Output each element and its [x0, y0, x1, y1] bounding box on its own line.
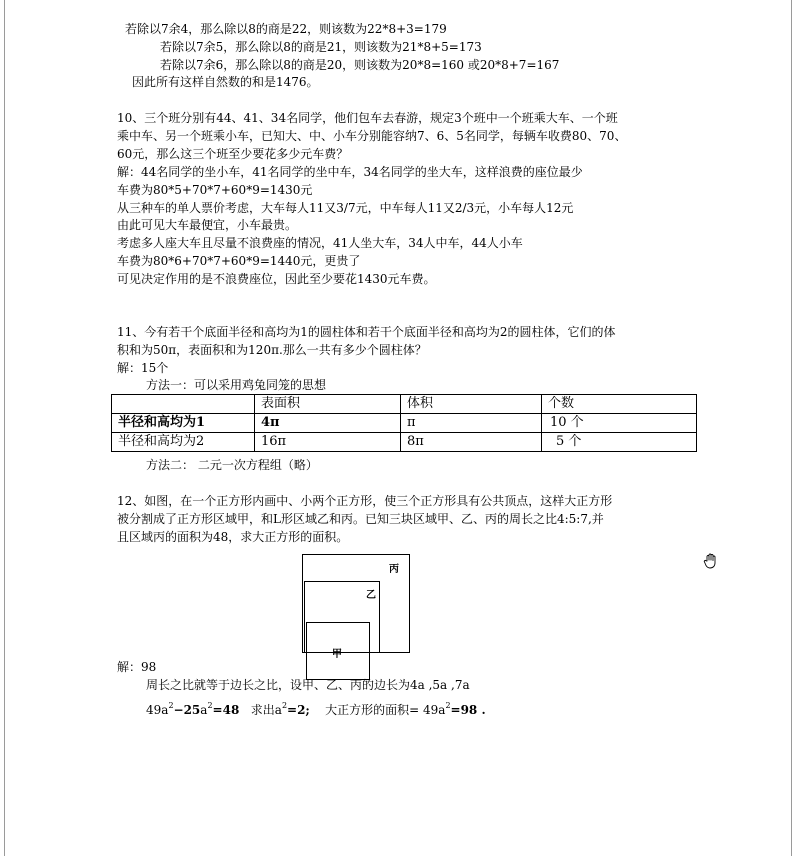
solution-10-line: 考虑多人座大车且尽量不浪费座的情况，41人坐大车，34人中车，44人小车	[117, 236, 523, 250]
table-cell: 半径和高均为1	[112, 414, 255, 433]
region-label-jia: 甲	[332, 649, 342, 660]
solution-10-line: 解：44名同学的坐小车，41名同学的坐中车，34名同学的坐大车，这样浪费的座位最少	[117, 165, 583, 179]
question-12-line: 且区域丙的面积为48，求大正方形的面积。	[117, 530, 349, 544]
question-10-line: 乘中车、另一个班乘小车，已知大、中、小车分别能容纳7、6、5名同学，每辆车收费80、70、	[117, 129, 627, 143]
table-row	[112, 433, 697, 452]
solution-12-line: 解：98	[117, 660, 157, 674]
solution-10-line: 车费为80*6+70*7+60*9=1440元，更贵了	[117, 254, 361, 268]
cylinder-table	[111, 394, 697, 452]
text-line: 若除以7余4，那么除以8的商是22，则该数为22*8+3=179	[125, 22, 447, 36]
table-cell: 10 个	[542, 414, 697, 433]
region-label-yi: 乙	[366, 590, 376, 601]
equation-line: $49a^2-25a^2=48$ 求出$a^2=2$; 大正方形的面积= $49a^2=98$ .	[146, 701, 486, 717]
hand-cursor-icon	[702, 552, 720, 570]
table-header-row	[112, 395, 697, 414]
solution-11-line: 解：15个	[117, 361, 169, 375]
table-cell: 表面积	[255, 395, 401, 414]
table-cell: 16π	[255, 433, 401, 452]
table-cell: 半径和高均为2	[112, 433, 255, 452]
question-10-line: 10、三个班分别有44、41、34名同学，他们包车去春游，规定3个班中一个班乘大车、一个班	[117, 111, 618, 125]
solution-12-line: 周长之比就等于边长之比，设甲、乙、丙的边长为4a ,5a ,7a	[146, 678, 470, 692]
text-line: 若除以7余6，那么除以8的商是20，则该数为20*8=160 或20*8+7=167	[160, 58, 560, 72]
region-label-bing: 丙	[389, 564, 399, 575]
solution-10-line: 可见决定作用的是不浪费座位，因此至少要花1430元车费。	[117, 272, 436, 286]
page-border-left	[4, 0, 5, 856]
middle-square	[304, 581, 380, 660]
table-cell	[112, 395, 255, 414]
question-11-line: 11、今有若干个底面半径和高均为1的圆柱体和若干个底面半径和高均为2的圆柱体，它们的体	[117, 325, 616, 339]
table-cell: 5 个	[542, 433, 697, 452]
question-11-line: 积和为50π，表面积和为120π.那么一共有多少个圆柱体？	[117, 343, 427, 357]
solution-10-line: 车费为80*5+70*7+60*9=1430元	[117, 183, 313, 197]
table-cell: 4π	[255, 414, 401, 433]
solution-10-line: 由此可见大车最便宜，小车最贵。	[117, 218, 298, 232]
table-cell: 体积	[401, 395, 542, 414]
solution-11-line: 方法一：可以采用鸡兔同笼的思想	[146, 378, 327, 392]
table-row	[112, 414, 697, 433]
nested-squares-figure	[302, 554, 410, 660]
pi-symbol: π	[271, 343, 279, 357]
text-line: 因此所有这样自然数的和是1476。	[132, 75, 319, 89]
page-border-right	[791, 0, 792, 856]
solution-10-line: 从三种车的单人票价考虑，大车每人11又3/7元，中车每人11又2/3元，小车每人12元	[117, 201, 574, 215]
text-line: 若除以7余5，那么除以8的商是21，则该数为21*8+5=173	[160, 40, 482, 54]
small-square	[306, 622, 370, 680]
question-12-line: 被分割成了正方形区域甲，和L形区域乙和丙。已知三块区域甲、乙、丙的周长之比4:5:7,并	[117, 512, 604, 526]
pi-symbol: π	[168, 343, 177, 357]
table-cell: π	[401, 414, 542, 433]
solution-11-line: 方法二： 二元一次方程组（略）	[146, 458, 318, 472]
table-cell: 8π	[401, 433, 542, 452]
question-10-line: 60元，那么这三个班至少要花多少元车费？	[117, 147, 349, 161]
table-cell: 个数	[542, 395, 697, 414]
question-12-line: 12、如图，在一个正方形内画中、小两个正方形，使三个正方形具有公共顶点，这样大正方形	[117, 494, 613, 508]
